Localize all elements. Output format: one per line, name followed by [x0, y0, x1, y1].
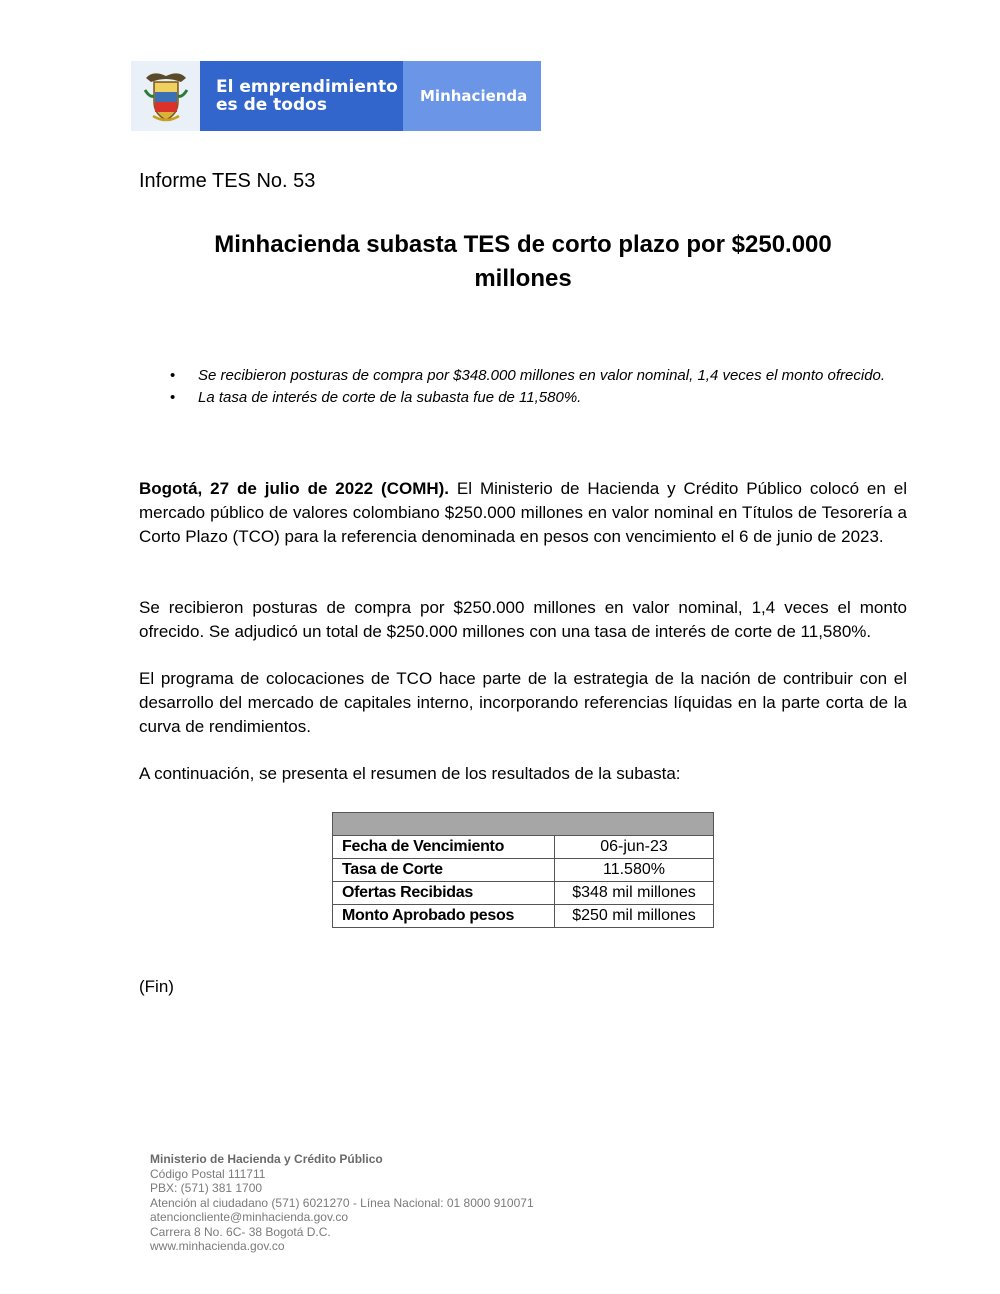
body-paragraph-1 — [139, 477, 907, 549]
body-paragraph-2: Se recibieron posturas de compra por $250.000 millones en valor nominal, 1,4 veces el monto ofrecido. Se adjudicó un total de $250.000 millones con una tasa de interés de corte de 11,580%. — [139, 598, 907, 641]
table-row — [333, 859, 714, 882]
key-point — [139, 366, 907, 386]
slogan-line-1: El emprendimiento — [216, 77, 398, 97]
body-paragraph-3: El programa de colocaciones de TCO hace parte de la estrategia de la nación de contribuir con el desarrollo del mercado de capitales interno, incorporando referencias líquidas en la parte corta de la curva de rendimientos. — [139, 669, 907, 736]
shield-box — [131, 61, 200, 131]
headline-line-1: Minhacienda subasta TES de corto plazo por $250.000 — [214, 231, 832, 258]
row-label: Fecha de Vencimiento — [333, 836, 555, 859]
brand-name: Minhacienda — [420, 87, 528, 105]
slogan-box — [200, 61, 403, 131]
summary-table — [332, 812, 714, 928]
row-label: Tasa de Corte — [333, 859, 555, 882]
slogan-line-2: es de todos — [216, 95, 327, 115]
footer — [150, 1152, 534, 1254]
footer-email: atencioncliente@minhacienda.gov.co — [150, 1210, 349, 1224]
footer-address: Carrera 8 No. 6C- 38 Bogotá D.C. — [150, 1224, 331, 1239]
footer-web: www.minhacienda.gov.co — [150, 1239, 285, 1253]
end-marker: (Fin) — [139, 977, 174, 996]
footer-attention: Atención al ciudadano (571) 6021270 - Línea Nacional: 01 8000 910071 — [150, 1195, 534, 1210]
row-label: Monto Aprobado pesos — [333, 905, 555, 928]
footer-postal: Código Postal 111711 — [150, 1166, 266, 1181]
header-banner — [131, 61, 541, 131]
key-point — [139, 388, 907, 408]
coat-of-arms-icon — [141, 68, 191, 124]
table-header-cell — [333, 813, 714, 836]
row-value: 06-jun-23 — [555, 836, 714, 859]
table-row — [333, 905, 714, 928]
body-paragraph-4: A continuación, se presenta el resumen de los resultados de la subasta: — [139, 764, 681, 783]
key-points-list — [139, 366, 907, 410]
footer-org: Ministerio de Hacienda y Crédito Público — [150, 1152, 383, 1166]
key-point-text: La tasa de interés de corte de la subasta fue de 11,580%. — [198, 389, 582, 406]
bullet-icon: • — [170, 367, 176, 384]
row-value: $348 mil millones — [555, 882, 714, 905]
row-value: 11.580% — [555, 859, 714, 882]
report-number: Informe TES No. 53 — [139, 170, 316, 192]
row-value: $250 mil millones — [555, 905, 714, 928]
bullet-icon: • — [170, 389, 176, 406]
table-row — [333, 882, 714, 905]
brand-box — [403, 61, 541, 131]
summary-table-wrap — [332, 812, 714, 928]
table-row — [333, 836, 714, 859]
row-label: Ofertas Recibidas — [333, 882, 555, 905]
headline — [139, 228, 907, 296]
footer-pbx: PBX: (571) 381 1700 — [150, 1181, 263, 1195]
table-header-row — [333, 813, 714, 836]
dateline: Bogotá, 27 de julio de 2022 (COMH). — [139, 479, 450, 498]
headline-line-2: millones — [474, 265, 572, 292]
key-point-text: Se recibieron posturas de compra por $348.000 millones en valor nominal, 1,4 veces el monto ofrecido. — [198, 367, 886, 384]
paragraph-text: El Ministerio de Hacienda y Crédito Público colocó en el mercado público de valores colombiano $250.000 millones en valor nominal en Títulos de Tesorería a Corto Plazo (TCO) para la referencia denominada en pesos con vencimiento el 6 de junio de 2023. — [139, 479, 907, 546]
